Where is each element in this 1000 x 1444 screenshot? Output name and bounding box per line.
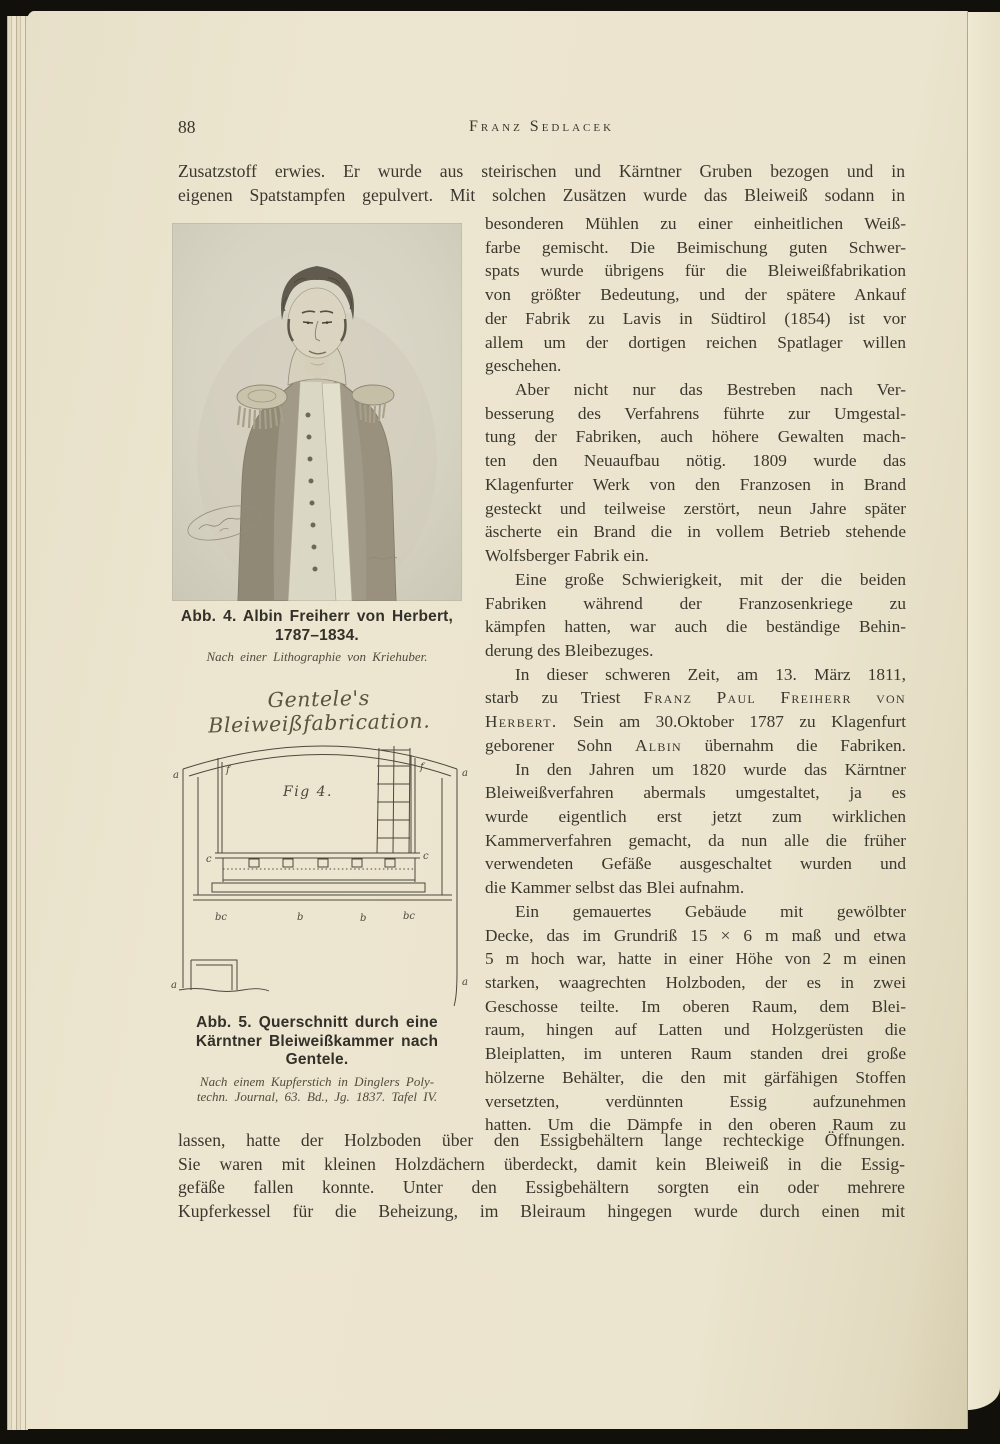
label-f-left: f [226, 765, 230, 776]
text-line: verwendeten Gefäße ausgeschaltet wurden und [485, 854, 906, 874]
label-b-right: b [360, 913, 367, 924]
book-page-edges [7, 16, 28, 1430]
text-line: versetzten, verdünnten Essig aufzunehmen [485, 1091, 906, 1111]
text-line: von größter Bedeutung, und der spätere Ankauf [485, 285, 906, 305]
text-line: äscherte ein Brand die in vollem Betrieb stehende [485, 522, 906, 542]
text-line: Eine große Schwierigkeit, mit der die beiden [515, 569, 906, 589]
text-line: gefäße fallen konnte. Unter den Essigbehältern sorgten ein oder mehrere [178, 1177, 905, 1197]
text-line: In den Jahren um 1820 wurde das Kärntner [515, 759, 906, 779]
text-line: Decke, das im Grundriß 15 × 6 m maß und etwa [485, 925, 906, 945]
text-line: hölzerne Behälter, die den mit gärfähigen Stoffen [485, 1067, 906, 1087]
fig-label: Fig 4. [283, 784, 333, 800]
text-line: geborener Sohn Albin übernahm die Fabriken. [485, 735, 906, 755]
text-line: Herbert. Sein am 30.Oktober 1787 zu Klagenfurt [485, 712, 906, 732]
next-page-sliver [966, 12, 1000, 1410]
text-line: raum, hingen auf Latten und Holzgerüsten die [485, 1020, 906, 1040]
text-line: die Kammer selbst das Blei aufnahm. [485, 878, 745, 898]
text-line: tung der Fabriken, auch höhere Gewalten mach- [485, 427, 906, 447]
text-line: Kammerverfahren gemacht, da nun alle die früher [485, 830, 906, 850]
cross-section-diagram [165, 722, 475, 1022]
text-line: Geschosse teilte. Im oberen Raum, dem Blei- [485, 996, 906, 1016]
figure4-credit: Nach einer Lithographie von Kriehuber. [206, 649, 428, 664]
text-line: der Fabrik zu Lavis in Südtirol (1854) ist vor [485, 308, 906, 328]
label-bc-right: bc [403, 911, 416, 922]
text-line: kämpfen hatten, war auch die beständige Behin- [485, 617, 906, 637]
text-line: eigenen Spatstampfen gepulvert. Mit solchen Zusätzen wurde das Bleiweiß sodann in [178, 185, 905, 205]
text-line: Zusatzstoff erwies. Er wurde aus steirischen und Kärntner Gruben bezogen und in [178, 161, 905, 181]
engraving-script-title: Gentele's Bleiweißfabrication. [207, 685, 431, 738]
label-a-top-right: a [462, 768, 468, 779]
label-bc-left: bc [215, 912, 228, 923]
text-line: Bleiplatten, im unteren Raum standen drei große [485, 1044, 906, 1064]
figure4-caption [164, 608, 470, 665]
page-number: 88 [178, 117, 196, 137]
figure5-caption-line2: Kärntner Bleiweißkammer nach [195, 1032, 439, 1050]
text-line: ten den Neuaufbau nötig. 1809 wurde das [485, 451, 906, 471]
portrait-lithograph [172, 223, 462, 601]
figure5-caption-line1: Abb. 5. Querschnitt durch eine [196, 1014, 438, 1031]
right-pupil [326, 321, 329, 324]
text-line: gesteckt und teilweise zerstört, neun Jahre später [485, 498, 906, 518]
text-line: wurde eigentlich erst jetzt zum wirklichen [485, 806, 906, 826]
figure5-credit-line2: techn. Journal, 63. Bd., Jg. 1837. Tafel IV. [196, 1089, 438, 1104]
left-chamber-post [218, 758, 222, 853]
diagram-labels [171, 762, 468, 991]
text-line: starb zu Triest Franz Paul Freiherr von [485, 688, 906, 708]
text-line: In dieser schweren Zeit, am 13. März 1811, [515, 664, 906, 684]
text-line: besserung des Verfahrens führte zur Umgestal- [485, 403, 906, 423]
label-a-top-left: a [173, 770, 179, 781]
intro-paragraph [178, 159, 905, 207]
right-text-column [485, 212, 906, 1137]
ground-squiggle [179, 989, 269, 992]
text-line: Kupferkessel für die Beheizung, im Bleiraum hingegen wurde durch einen mit [178, 1200, 905, 1221]
label-b-left: b [297, 912, 304, 923]
figure4-caption-line1: Abb. 4. Albin Freiherr von Herbert, [180, 608, 454, 625]
bottom-paragraph [178, 1129, 905, 1223]
text-line: geschehen. [485, 356, 562, 376]
page-header [178, 117, 905, 141]
text-line: starken, waagrechten Holzboden, der es in zwei [485, 973, 906, 992]
text-line: 5 m hoch war, hatte in einer Höhe von 2 m einen [485, 949, 906, 969]
book-page [26, 11, 968, 1429]
wooden-floor [215, 853, 420, 858]
text-line: Klagenfurter Werk von den Franzosen in Brand [485, 474, 906, 494]
text-line: hatten. Um die Dämpfe in den oberen Raum zu [485, 1115, 906, 1135]
figure5-caption-line3: Gentele. [285, 1051, 349, 1068]
label-c-right: c [423, 851, 429, 862]
text-line: lassen, hatte der Holzboden über den Essigbehältern lange rechteckige Öffnungen. [178, 1130, 905, 1150]
vapour-openings [249, 859, 395, 867]
text-line: Sie waren mit kleinen Holzdächern überdeckt, damit kein Bleiweiß in die Essig- [178, 1153, 905, 1174]
figure5-caption [164, 1014, 470, 1105]
cross-section-figure [165, 722, 475, 1027]
furnace-door [191, 960, 237, 990]
portrait-drawing [172, 223, 462, 601]
plinth [212, 883, 425, 892]
rack-rails [377, 746, 410, 853]
text-line: Aber nicht nur das Bestreben nach Ver- [515, 380, 906, 400]
text-line: farbe gemischt. Die Beimischung guten Schwer- [485, 237, 906, 257]
text-line: Ein gemauertes Gebäude mit gewölbter [515, 901, 906, 921]
text-line: allem um der dortigen reichen Spatlager willen [485, 332, 906, 352]
text-line: spats wurde übrigens für die Bleiweißfabrikation [485, 261, 906, 281]
vat-body [223, 858, 415, 882]
label-a-bottom-right: a [462, 977, 468, 988]
text-line: Bleiweißverfahren abermals umgestaltet, ja es [485, 783, 906, 803]
right-outer-wall [454, 769, 457, 1006]
label-c-left: c [206, 854, 212, 865]
running-title: Franz Sedlacek [468, 118, 615, 135]
label-a-bottom-left: a [171, 980, 177, 991]
text-line: Wolfsberger Fabrik ein. [485, 546, 649, 566]
figure4-caption-line2: 1787–1834. [275, 626, 359, 644]
label-f-right: f [420, 762, 424, 773]
text-line: Fabriken während der Franzosenkriege zu [485, 593, 906, 613]
text-line: besonderen Mühlen zu einer einheitlichen Weiß- [485, 214, 906, 233]
right-chamber-post [411, 755, 415, 853]
text-line: derung des Bleibezuges. [485, 640, 654, 660]
ground-floor [193, 895, 452, 900]
figure5-credit-line1: Nach einem Kupferstich in Dinglers Poly- [199, 1073, 435, 1089]
left-pupil [307, 322, 310, 325]
